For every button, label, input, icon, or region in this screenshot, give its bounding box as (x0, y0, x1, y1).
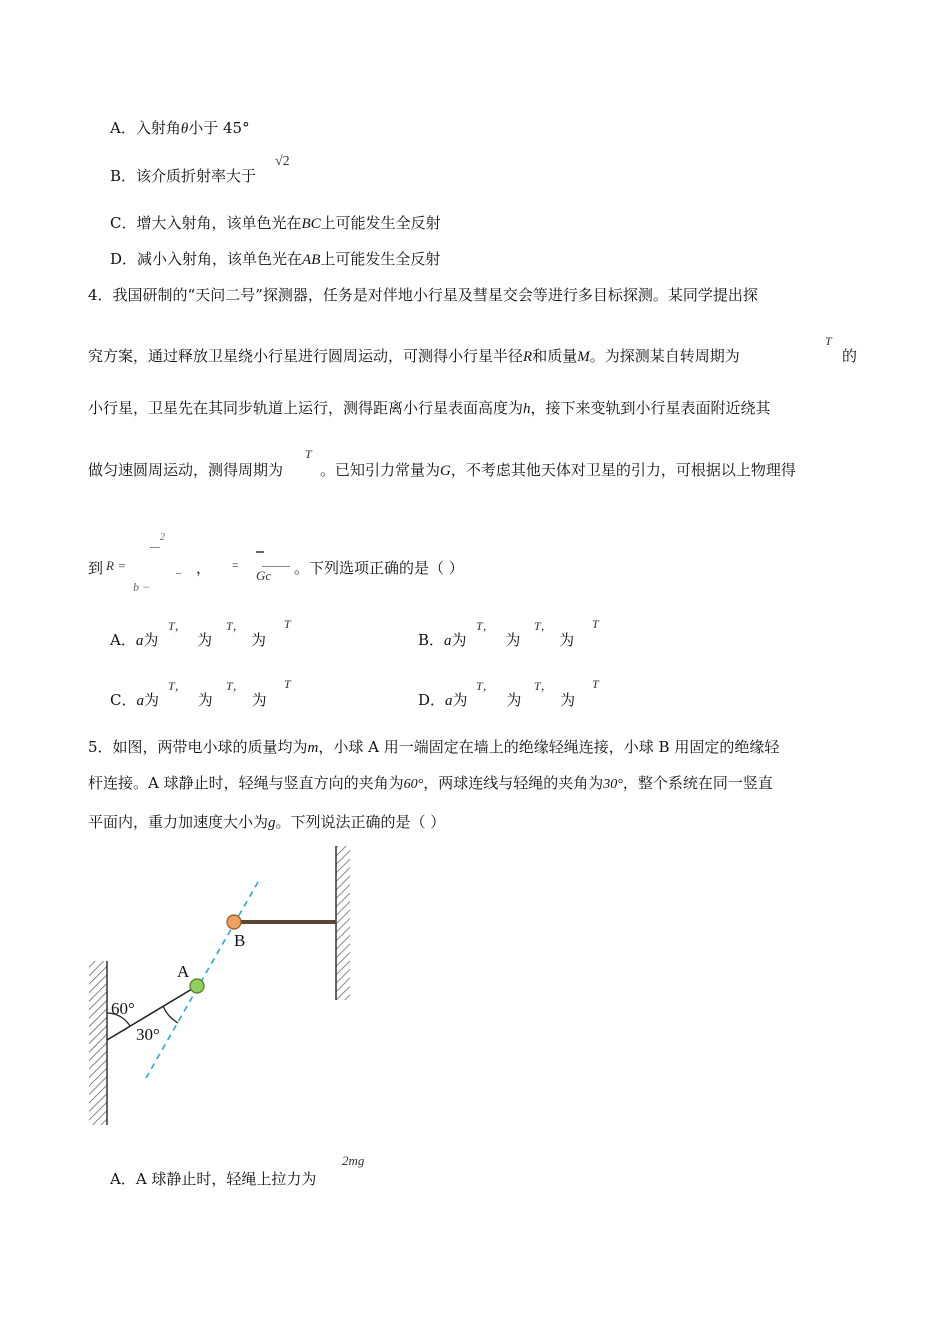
ball-a (190, 979, 204, 993)
q4-b-sup-1: T， (476, 619, 495, 633)
right-wall-hatch (336, 846, 350, 1000)
formula-bar-1 (150, 547, 160, 548)
q4-b-sup-3: T (592, 617, 599, 631)
formula-eq: = (232, 558, 239, 572)
q4-period-T: T (825, 334, 832, 348)
q4-a-sup-1: T， (168, 619, 187, 633)
q4-c-sup-1: T， (168, 679, 187, 693)
formula-frac-bottom: b − (133, 580, 151, 594)
q3-option-b: B．该介质折射率大于 (110, 167, 257, 185)
q4-c-sup-3: T (284, 677, 291, 691)
q4-line-4a: 做匀速圆周运动，测得周期为 (88, 461, 284, 479)
q4-c-sup-2: T， (226, 679, 245, 693)
formula-frac-top: 2 (160, 532, 165, 543)
formula-bar-2 (176, 573, 181, 574)
q3-option-a: A．入射角θ小于 45° (110, 119, 250, 137)
angle-arc-30 (163, 1006, 178, 1023)
q4-option-c: C．a为 为 为 (110, 691, 267, 709)
q4-line-2-end: 的 (842, 347, 858, 365)
q4-line-5-start: 到 (88, 559, 104, 577)
formula-bar-4 (262, 566, 290, 567)
q5-line-3: 平面内，重力加速度大小为g。下列说法正确的是（ ） (88, 813, 446, 831)
formula-Gc: Gc (256, 568, 272, 583)
dashed-connection-line (146, 882, 258, 1078)
q5-figure (80, 840, 380, 1140)
q4-period-T2: T (305, 447, 312, 461)
q5-option-a-value: 2mg (342, 1153, 365, 1168)
q4-line-1: 4．我国研制的“天问二号”探测器，任务是对伴地小行星及彗星交会等进行多目标探测。某同学提出探 (88, 286, 758, 304)
q4-option-d: D．a为 为 为 (418, 691, 576, 709)
left-wall-hatch (89, 961, 107, 1125)
q4-option-b: B．a为 为 为 (418, 631, 575, 649)
q4-d-sup-1: T， (476, 679, 495, 693)
q3-option-d: D．减小入射角，该单色光在AB上可能发生全反射 (110, 250, 441, 268)
q3-option-c: C．增大入射角，该单色光在BC上可能发生全反射 (110, 214, 441, 232)
formula-R: R = (106, 558, 126, 573)
q4-a-sup-2: T， (226, 619, 245, 633)
formula-bar-3 (256, 551, 264, 553)
q4-option-a: A．a为 为 为 (110, 631, 266, 649)
q5-line-1: 5．如图，两带电小球的质量均为m，小球 A 用一端固定在墙上的绝缘轻绳连接，小球 B 用固定的绝缘轻 (88, 738, 780, 756)
q4-line-5-end: 。下列选项正确的是（ ） (294, 559, 464, 577)
label-60: 60° (111, 999, 135, 1018)
ball-b (227, 915, 241, 929)
q4-line-4b: 。已知引力常量为G，不考虑其他天体对卫星的引力，可根据以上物理得 (320, 461, 796, 479)
q5-line-2: 杆连接。A 球静止时，轻绳与竖直方向的夹角为60°，两球连线与轻绳的夹角为30°，整个系统在同一竖直 (88, 774, 773, 792)
q5-option-a: A．A 球静止时，轻绳上拉力为 (110, 1170, 317, 1188)
label-30: 30° (136, 1025, 160, 1044)
q4-line-3: 小行星，卫星先在其同步轨道上运行，测得距离小行星表面高度为h，接下来变轨到小行星表面附近绕其 (88, 399, 771, 417)
q4-b-sup-2: T， (534, 619, 553, 633)
q4-d-sup-3: T (592, 677, 599, 691)
label-a: A (177, 962, 190, 981)
formula-comma: ， (196, 559, 212, 577)
label-b: B (234, 931, 246, 950)
q4-d-sup-2: T， (534, 679, 553, 693)
sqrt2-value: √2 (275, 154, 290, 169)
q4-line-2: 究方案，通过释放卫星绕小行星进行圆周运动，可测得小行星半径R和质量M。为探测某自转周期为 (88, 347, 740, 365)
q4-a-sup-3: T (284, 617, 291, 631)
